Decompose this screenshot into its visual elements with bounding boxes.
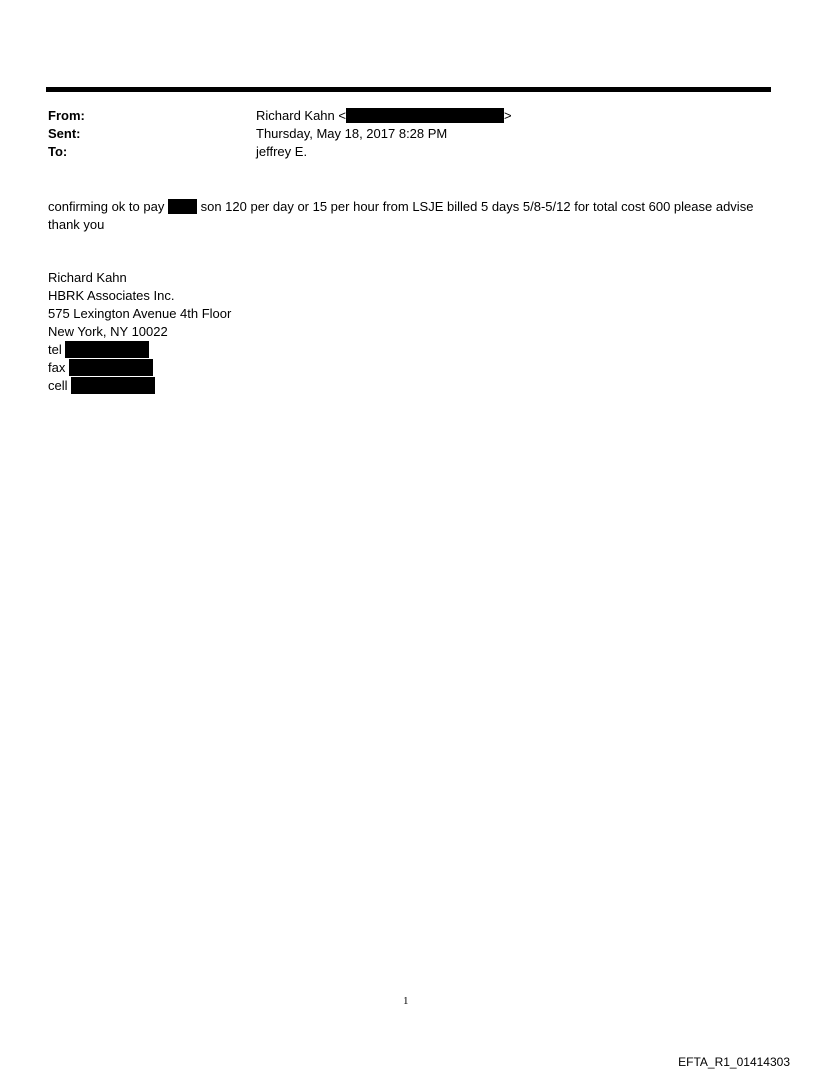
tel-label: tel	[48, 342, 62, 357]
from-close: >	[503, 108, 512, 123]
signature-cell-line	[48, 377, 231, 395]
signature-address-line2: New York, NY 10022	[48, 324, 168, 339]
redaction-block	[71, 377, 155, 394]
to-value: jeffrey E.	[256, 144, 308, 159]
signature-name: Richard Kahn	[48, 270, 127, 285]
cell-label: cell	[48, 378, 68, 393]
fax-label: fax	[48, 360, 66, 375]
signature-company: HBRK Associates Inc.	[48, 288, 175, 303]
body-text-part2: son 120 per day or 15 per hour from LSJE billed 5 days 5/8-5/12 for total cost 600 please advise thank you	[48, 199, 754, 232]
signature-tel-line	[48, 341, 231, 359]
to-label: To:	[48, 144, 68, 159]
document-id: EFTA_R1_01414303	[678, 1055, 790, 1069]
signature-block	[48, 269, 231, 395]
from-value	[256, 107, 512, 125]
sent-label: Sent:	[48, 126, 81, 141]
sent-value: Thursday, May 18, 2017 8:28 PM	[256, 126, 448, 141]
from-name: Richard Kahn <	[256, 108, 346, 123]
header-divider-rule	[46, 87, 771, 92]
redaction-block	[168, 199, 197, 214]
signature-address-line1: 575 Lexington Avenue 4th Floor	[48, 306, 232, 321]
redaction-block	[65, 341, 149, 358]
redaction-block	[346, 108, 504, 123]
redaction-block	[69, 359, 153, 376]
signature-fax-line	[48, 359, 231, 377]
email-body	[48, 198, 768, 234]
page-number: 1	[403, 995, 409, 1007]
body-text-part1: confirming ok to pay	[48, 199, 165, 214]
from-label: From:	[48, 108, 85, 123]
